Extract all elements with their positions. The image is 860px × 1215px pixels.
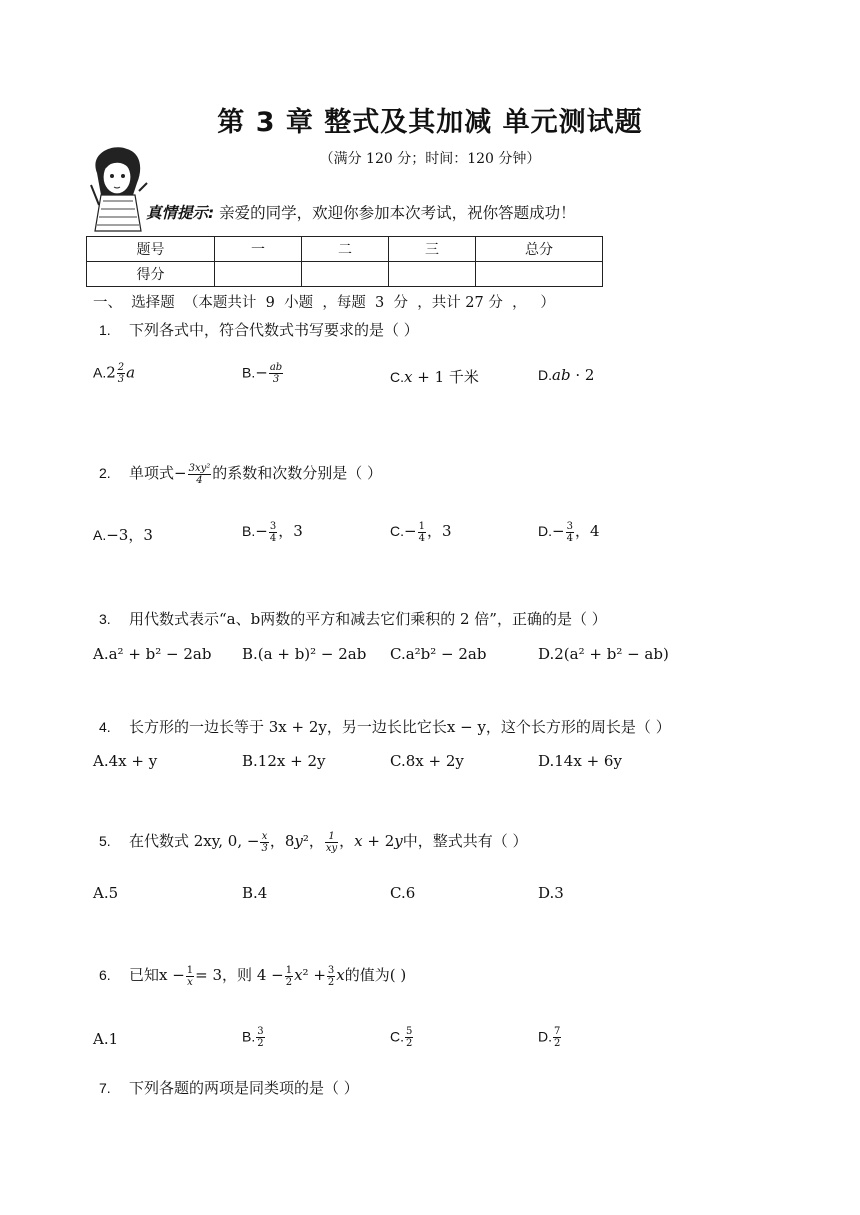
question-number: 2. xyxy=(99,465,111,481)
option-1b[interactable]: B.− $\frac{ab}{3}$ xyxy=(242,362,283,385)
option-1c[interactable]: C.x + 1 千米 xyxy=(390,368,479,386)
question-text: 已知x − xyxy=(129,966,185,984)
question-text: 在代数式 2xy, 0, − xyxy=(129,832,260,850)
table-cell: 总分 xyxy=(476,237,603,262)
table-cell: 题号 xyxy=(87,237,215,262)
option-2b[interactable]: B.− $\frac{3}{4}$ ，3 xyxy=(242,520,303,544)
score-input-cell[interactable] xyxy=(215,262,302,287)
question-text: 下列各式中，符合代数式书写要求的是（ ） xyxy=(129,321,419,339)
option-label: C. xyxy=(390,369,404,385)
option-3b[interactable]: B.(a + b)² − 2ab xyxy=(242,645,367,663)
table-cell: 一 xyxy=(215,237,302,262)
question-4 xyxy=(99,716,671,737)
score-table-header-row xyxy=(87,237,603,262)
option-label: C. xyxy=(390,1028,404,1045)
option-1d[interactable]: D.ab · 2 xyxy=(538,366,595,384)
option-label: B. xyxy=(242,523,256,539)
option-5d[interactable]: D.3 xyxy=(538,884,564,902)
question-number: 1. xyxy=(99,322,111,338)
option-5b[interactable]: B.4 xyxy=(242,884,268,902)
question-text: 长方形的一边长等于 3x + 2y，另一边长比它长x − y，这个长方形的周长是（ ） xyxy=(129,718,671,736)
option-4c[interactable]: C.8x + 2y xyxy=(390,752,464,770)
option-label: B. xyxy=(242,364,256,381)
tip-label: 真情提示: xyxy=(146,204,215,222)
option-6b[interactable]: B. $\frac{3}{2}$ xyxy=(242,1026,264,1049)
option-label: D. xyxy=(538,1028,552,1045)
student-cartoon-icon xyxy=(83,143,151,233)
option-1a[interactable]: A.2 $\frac{2}{3}$ a xyxy=(93,362,136,385)
page-title: 第 3 章 整式及其加减 单元测试题 xyxy=(217,107,643,138)
option-6a[interactable]: A.1 xyxy=(93,1030,119,1048)
question-number: 5. xyxy=(99,833,111,849)
question-text: 下列各题的两项是同类项的是（ ） xyxy=(129,1079,359,1097)
score-input-cell[interactable] xyxy=(476,262,603,287)
question-number: 6. xyxy=(99,967,111,983)
option-3c[interactable]: C.a²b² − 2ab xyxy=(390,645,487,663)
question-number: 4. xyxy=(99,719,111,735)
question-text: 单项式 xyxy=(129,464,175,482)
table-cell: 二 xyxy=(302,237,389,262)
option-3a[interactable]: A.a² + b² − 2ab xyxy=(93,645,212,663)
option-4b[interactable]: B.12x + 2y xyxy=(242,752,326,770)
score-input-cell[interactable] xyxy=(302,262,389,287)
option-label: C. xyxy=(390,523,404,539)
question-text: 中，整式共有（ ） xyxy=(402,832,528,850)
tip-line xyxy=(146,201,576,223)
question-text: 用代数式表示“a、b两数的平方和减去它们乘积的 2 倍”，正确的是（ ） xyxy=(129,610,607,628)
section-heading: 一、 选择题 （本题共计 9 小题 ，每题 3 分 ，共计 27 分 ， ） xyxy=(93,295,555,311)
option-4a[interactable]: A.4x + y xyxy=(93,752,158,770)
table-cell: 三 xyxy=(389,237,476,262)
question-text: 的系数和次数分别是（ ） xyxy=(212,464,383,482)
score-input-cell[interactable] xyxy=(389,262,476,287)
option-2a[interactable]: A.−3，3 xyxy=(93,526,153,544)
question-2: 2. 单项式− $\frac{\text{3xy²}}{4}$ 的系数和次数分别是（ ） xyxy=(99,462,383,486)
table-cell: 得分 xyxy=(87,262,215,287)
option-2d[interactable]: D.− $\frac{3}{4}$ ，4 xyxy=(538,520,600,544)
option-label: A. xyxy=(93,527,107,543)
question-5: 5. 在代数式 2xy, 0, − $\frac{x}{3}$ ，8y²， $\frac{1}{xy}$ ，x + 2y中，整式共有（ ） xyxy=(99,830,528,854)
score-table xyxy=(86,236,603,287)
question-number: 7. xyxy=(99,1080,111,1096)
option-6d[interactable]: D. $\frac{7}{2}$ xyxy=(538,1026,561,1049)
unit-text: 千米 xyxy=(448,368,479,386)
option-label: B. xyxy=(242,1028,256,1045)
tip-text: 亲爱的同学，欢迎你参加本次考试，祝你答题成功！ xyxy=(219,204,576,222)
option-2c[interactable]: C.− $\frac{1}{4}$ ，3 xyxy=(390,520,452,544)
page-subtitle: （满分 120 分；时间：120 分钟） xyxy=(319,151,541,167)
option-6c[interactable]: C. $\frac{5}{2}$ xyxy=(390,1026,413,1049)
option-label: A. xyxy=(93,364,107,381)
option-4d[interactable]: D.14x + 6y xyxy=(538,752,622,770)
option-label: D. xyxy=(538,367,552,383)
question-6: 6. 已知x − $\frac{1}{x}$ = 3，则 4 − $\frac{1}{2}$ x² + $\frac{3}{2}$ x的值为( ) xyxy=(99,964,407,988)
score-table-score-row xyxy=(87,262,603,287)
option-3d[interactable]: D.2(a² + b² − ab) xyxy=(538,645,669,663)
question-number: 3. xyxy=(99,611,111,627)
question-3 xyxy=(99,608,607,629)
option-5a[interactable]: A.5 xyxy=(93,884,119,902)
question-7 xyxy=(99,1077,359,1098)
option-label: D. xyxy=(538,523,552,539)
question-text: 的值为( ) xyxy=(344,966,407,984)
option-5c[interactable]: C.6 xyxy=(390,884,416,902)
question-1 xyxy=(99,319,419,340)
